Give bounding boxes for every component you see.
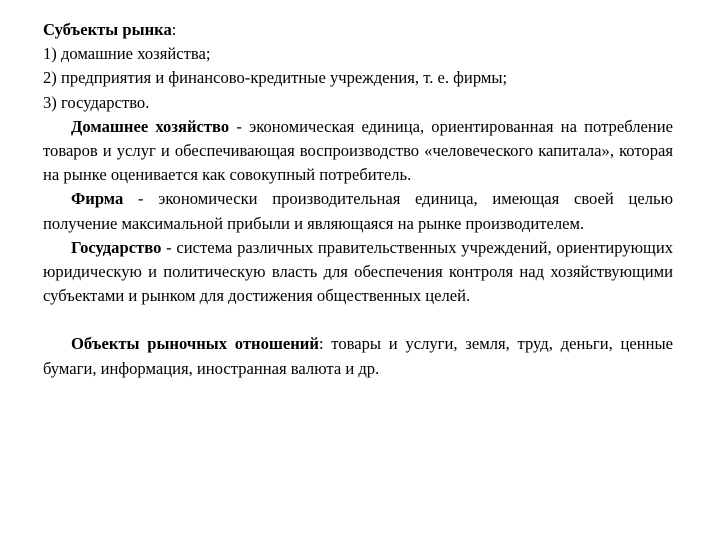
definition-state-term: Государство [71,237,162,257]
subjects-item-1: 1) домашние хозяйства; [43,44,211,64]
subjects-item-2: 2) предприятия и финансово-кредитные учреждения, т. е. фирмы; [43,68,508,88]
subjects-heading-colon: : [171,20,177,39]
definition-firm-text: - экономически производительная единица, имеющая своей целью получение максимальной прибыли и являющаяся на рынке производителем. [43,189,673,233]
document-page [43,18,673,381]
subjects-heading: Субъекты рынка [43,20,172,39]
definition-firm [43,187,673,235]
objects-paragraph [43,332,673,380]
definition-state-text: - система различных правительственных учреждений, ориентирующих юридическую и политическую власть для обеспечения контроля над хозяйствующими субъектами и рынком для достижения общественных целей. [43,237,673,306]
paragraph-gap [43,308,673,332]
definition-household [43,115,673,188]
definition-household-term: Домашнее хозяйство [71,116,230,136]
subjects-heading-line [43,18,673,42]
definition-firm-term: Фирма [71,189,124,209]
objects-text: : товары и услуги, земля, труд, деньги, ценные бумаги, информация, иностранная валюта и др. [43,334,673,378]
subjects-item-3: 3) государство. [43,92,150,112]
definition-household-text: - экономическая единица, ориентированная на потребление товаров и услуг и обеспечивающая воспроизводство «человеческого капитала», которая на рынке оценивается как совокупный потребитель. [43,116,673,185]
objects-term: Объекты рыночных отношений [71,334,319,354]
definition-state [43,236,673,309]
